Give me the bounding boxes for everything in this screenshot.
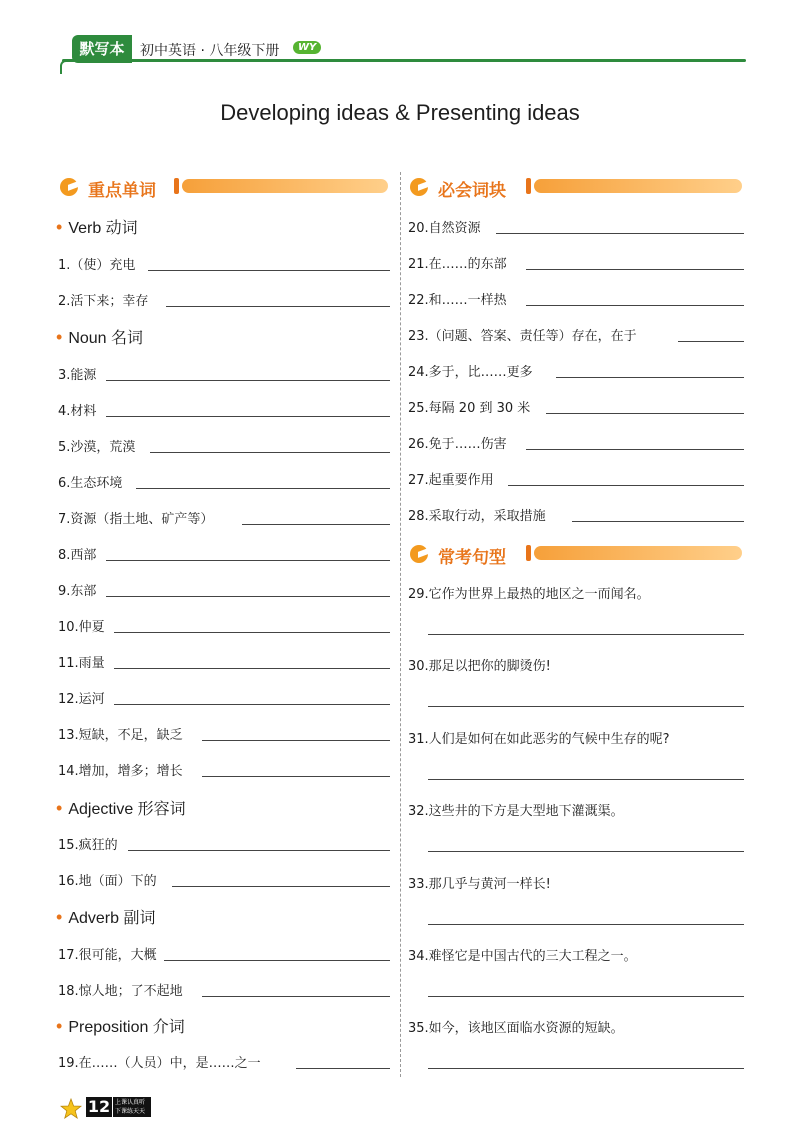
section-bar [534, 546, 742, 560]
answer-line[interactable] [428, 634, 744, 635]
word-item: 3.能源 [58, 368, 97, 383]
answer-line[interactable] [128, 850, 390, 851]
category-noun: • Noun 名词 [56, 327, 144, 347]
category-preposition: • Preposition 介词 [56, 1016, 185, 1036]
word-item: 4.材料 [58, 404, 97, 419]
answer-line[interactable] [106, 596, 390, 597]
answer-line[interactable] [428, 996, 744, 997]
edition-badge: WY [293, 41, 321, 54]
word-item: 2.活下来；幸存 [58, 294, 149, 309]
star-icon [60, 1098, 82, 1120]
sentence-item: 30.那足以把你的脚烫伤! [408, 659, 551, 674]
answer-line[interactable] [556, 377, 744, 378]
answer-line[interactable] [136, 488, 390, 489]
category-adverb: • Adverb 副词 [56, 907, 156, 927]
category-verb: • Verb 动词 [56, 217, 138, 237]
answer-line[interactable] [546, 413, 744, 414]
answer-line[interactable] [114, 632, 390, 633]
column-divider [400, 172, 401, 1077]
section-icon [60, 178, 78, 196]
phrase-item: 23.（问题、答案、责任等）存在，在于 [408, 329, 637, 344]
phrase-item: 20.自然资源 [408, 221, 481, 236]
section-icon [410, 545, 428, 563]
section-title-common-sentences: 常考句型 [438, 548, 506, 568]
answer-line[interactable] [148, 270, 390, 271]
section-title-must-phrases: 必会词块 [438, 181, 506, 201]
answer-line[interactable] [202, 996, 390, 997]
book-tag: 默写本 [72, 35, 132, 63]
answer-line[interactable] [428, 851, 744, 852]
section-bar-cap [174, 178, 179, 194]
answer-line[interactable] [296, 1068, 390, 1069]
sentence-item: 34.难怪它是中国古代的三大工程之一。 [408, 949, 637, 964]
answer-line[interactable] [526, 305, 744, 306]
answer-line[interactable] [428, 1068, 744, 1069]
word-item: 10.仲夏 [58, 620, 105, 635]
answer-line[interactable] [114, 704, 390, 705]
word-item: 9.东部 [58, 584, 97, 599]
sentence-item: 35.如今，该地区面临水资源的短缺。 [408, 1021, 624, 1036]
answer-line[interactable] [106, 380, 390, 381]
sentence-item: 33.那几乎与黄河一样长! [408, 877, 551, 892]
answer-line[interactable] [508, 485, 744, 486]
answer-line[interactable] [428, 924, 744, 925]
answer-line[interactable] [202, 740, 390, 741]
answer-line[interactable] [678, 341, 744, 342]
answer-line[interactable] [202, 776, 390, 777]
word-item: 12.运河 [58, 692, 105, 707]
section-title-key-words: 重点单词 [88, 181, 156, 201]
section-bar-cap [526, 545, 531, 561]
sentence-item: 31.人们是如何在如此恶劣的气候中生存的呢? [408, 732, 670, 747]
phrase-item: 22.和……一样热 [408, 293, 507, 308]
page-number: 12 [87, 1097, 111, 1116]
phrase-item: 28.采取行动，采取措施 [408, 509, 546, 524]
answer-line[interactable] [242, 524, 390, 525]
sentence-item: 32.这些井的下方是大型地下灌溉渠。 [408, 804, 624, 819]
word-item: 13.短缺，不足，缺乏 [58, 728, 183, 743]
section-icon [410, 178, 428, 196]
phrase-item: 26.免于……伤害 [408, 437, 507, 452]
sentence-item: 29.它作为世界上最热的地区之一而闻名。 [408, 587, 650, 602]
footer-slogan: 上课认真听 下课练天天 [113, 1097, 151, 1117]
answer-line[interactable] [496, 233, 744, 234]
word-item: 17.很可能，大概 [58, 948, 157, 963]
answer-line[interactable] [164, 960, 390, 961]
word-item: 19.在……（人员）中，是……之一 [58, 1056, 261, 1071]
answer-line[interactable] [166, 306, 390, 307]
word-item: 18.惊人地；了不起地 [58, 984, 183, 999]
answer-line[interactable] [106, 560, 390, 561]
section-bar [182, 179, 388, 193]
word-item: 6.生态环境 [58, 476, 123, 491]
book-series: 初中英语 · 八年级下册 [140, 43, 280, 59]
category-adjective: • Adjective 形容词 [56, 798, 186, 818]
word-item: 16.地（面）下的 [58, 874, 157, 889]
page-title: Developing ideas & Presenting ideas [220, 100, 580, 125]
phrase-item: 24.多于，比……更多 [408, 365, 533, 380]
answer-line[interactable] [172, 886, 390, 887]
word-item: 11.雨量 [58, 656, 105, 671]
answer-line[interactable] [526, 449, 744, 450]
word-item: 15.疯狂的 [58, 838, 118, 853]
header-rule [62, 59, 746, 62]
phrase-item: 27.起重要作用 [408, 473, 494, 488]
section-bar-cap [526, 178, 531, 194]
section-bar [534, 179, 742, 193]
answer-line[interactable] [526, 269, 744, 270]
phrase-item: 21.在……的东部 [408, 257, 507, 272]
answer-line[interactable] [428, 706, 744, 707]
word-item: 8.西部 [58, 548, 97, 563]
answer-line[interactable] [572, 521, 744, 522]
word-item: 5.沙漠，荒漠 [58, 440, 136, 455]
answer-line[interactable] [150, 452, 390, 453]
answer-line[interactable] [114, 668, 390, 669]
word-item: 1.（使）充电 [58, 258, 136, 273]
word-item: 7.资源（指土地、矿产等） [58, 512, 214, 527]
word-item: 14.增加，增多；增长 [58, 764, 183, 779]
answer-line[interactable] [428, 779, 744, 780]
header-rule-curl [60, 60, 68, 74]
phrase-item: 25.每隔 20 到 30 米 [408, 401, 531, 416]
answer-line[interactable] [106, 416, 390, 417]
